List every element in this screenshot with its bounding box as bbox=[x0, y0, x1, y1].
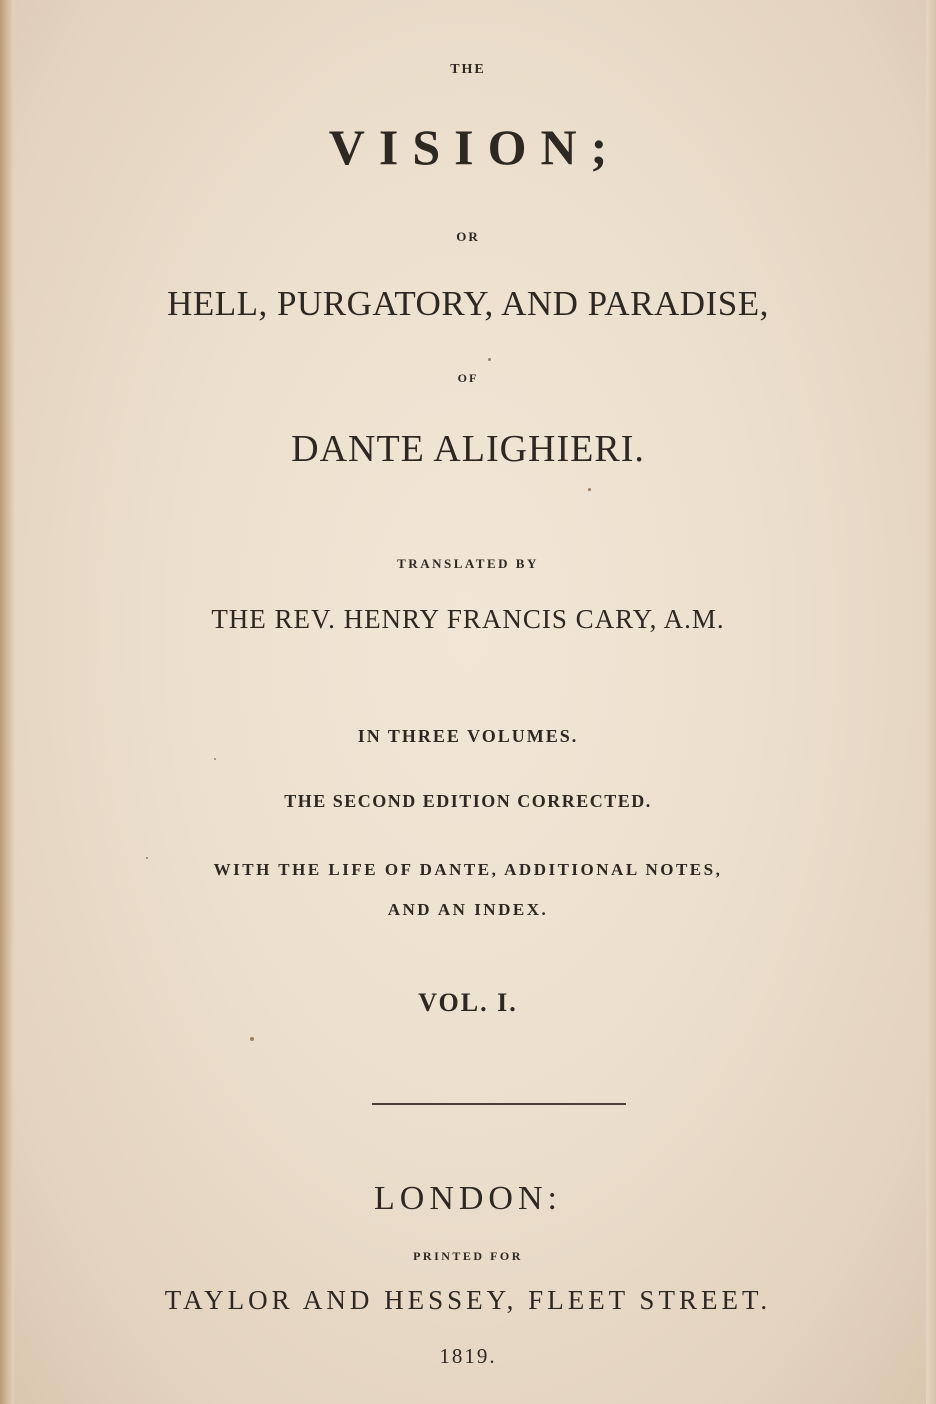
paper-speck bbox=[250, 1037, 254, 1041]
volumes-statement: IN THREE VOLUMES. bbox=[357, 726, 579, 746]
publisher-name: TAYLOR AND HESSEY, FLEET STREET. bbox=[164, 1285, 772, 1315]
translated-by-label: TRANSLATED BY bbox=[397, 556, 539, 571]
additions-line-2: AND AN INDEX. bbox=[387, 900, 549, 919]
title-the: THE bbox=[450, 62, 486, 77]
additions-line-1: WITH THE LIFE OF DANTE, ADDITIONAL NOTES, bbox=[213, 860, 723, 879]
paper-speck bbox=[588, 488, 591, 491]
separator-rule bbox=[372, 1103, 626, 1105]
volume-number: VOL. I. bbox=[418, 988, 518, 1017]
publication-year: 1819. bbox=[439, 1344, 497, 1368]
title-subtitle: HELL, PURGATORY, AND PARADISE, bbox=[167, 284, 769, 323]
title-of: OF bbox=[457, 371, 479, 385]
edition-statement: THE SECOND EDITION CORRECTED. bbox=[284, 791, 652, 811]
author-name: DANTE ALIGHIERI. bbox=[291, 428, 645, 470]
paper-speck bbox=[488, 358, 491, 361]
title-or: OR bbox=[456, 229, 480, 244]
paper-speck bbox=[146, 857, 148, 859]
title-vision: VISION; bbox=[328, 119, 622, 175]
paper-speck bbox=[214, 758, 216, 760]
publication-city: LONDON: bbox=[374, 1180, 562, 1217]
translator-name: THE REV. HENRY FRANCIS CARY, A.M. bbox=[211, 604, 725, 634]
printed-for-label: PRINTED FOR bbox=[413, 1249, 523, 1263]
